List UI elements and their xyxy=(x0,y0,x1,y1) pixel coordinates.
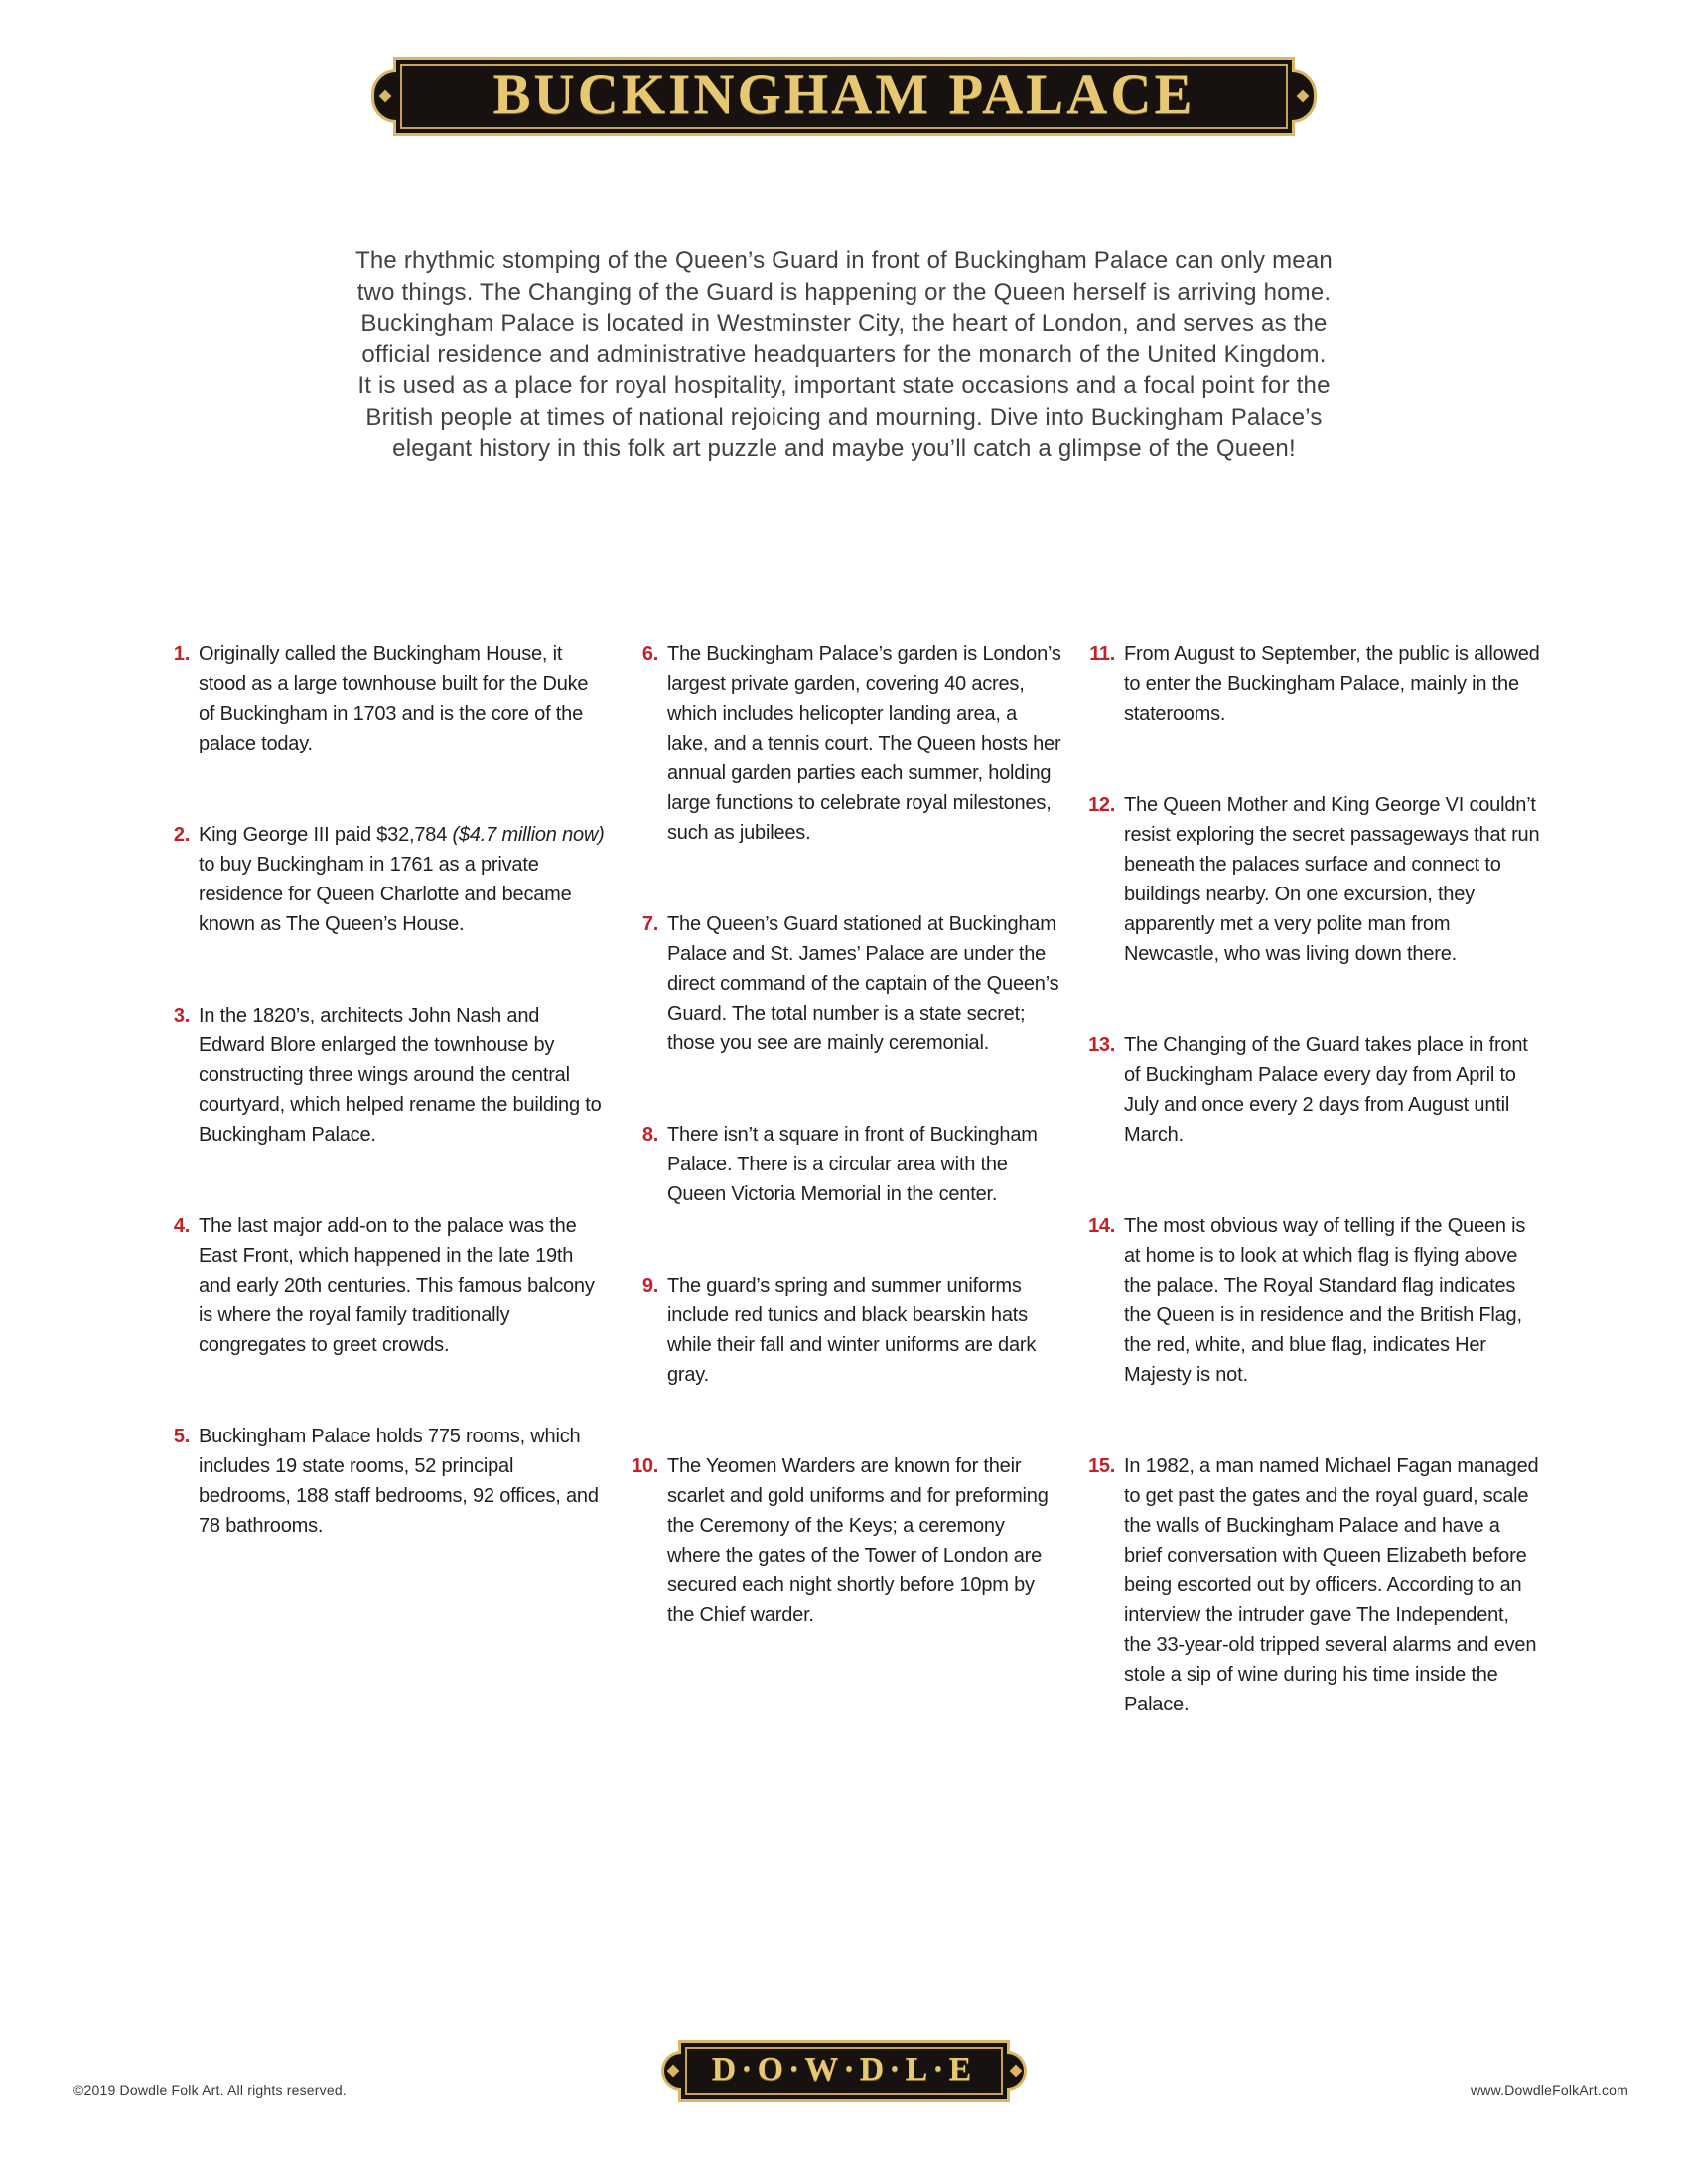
fact-number: 12. xyxy=(1088,794,1115,816)
page-title: BUCKINGHAM PALACE xyxy=(492,63,1196,126)
website-url: www.DowdleFolkArt.com xyxy=(1470,2082,1628,2098)
fact-text: The last major add-on to the palace was the East Front, which happened in the late 19th and early 20th centuries. This famous balcony is where the royal family traditionally congregates to greet crowds. xyxy=(199,1215,595,1356)
fact-number: 14. xyxy=(1088,1215,1115,1237)
fact-text: Buckingham Palace holds 775 rooms, which includes 19 state rooms, 52 principal bedrooms, 188 staff bedrooms, 92 offices, and 78 bathrooms. xyxy=(199,1426,599,1537)
intro-line: elegant history in this folk art puzzle and maybe you’ll catch a glimpse of the Queen! xyxy=(392,435,1296,462)
fact-item-15 xyxy=(1082,1451,1541,1719)
fact-text: The guard’s spring and summer uniforms include red tunics and black bearskin hats while their fall and winter uniforms are dark gray. xyxy=(667,1275,1037,1386)
logo-left-ornament-icon xyxy=(661,2051,681,2091)
fact-text: From August to September, the public is allowed to enter the Buckingham Palace, mainly in the staterooms. xyxy=(1124,643,1540,725)
fact-text: The Buckingham Palace’s garden is London’s largest private garden, covering 40 acres, which includes helicopter landing area, a lake, and a tennis court. The Queen hosts her annual garden parties each summer, holding large functions to celebrate royal milestones, such as jubilees. xyxy=(667,643,1061,844)
fact-item-12 xyxy=(1082,790,1541,969)
fact-number: 9. xyxy=(641,1275,658,1297)
fact-item-5 xyxy=(157,1422,606,1541)
intro-line: It is used as a place for royal hospitality, important state occasions and a focal point for the xyxy=(357,372,1331,399)
title-plaque xyxy=(393,57,1295,136)
fact-number: 11. xyxy=(1089,643,1115,665)
fact-number: 15. xyxy=(1088,1455,1115,1477)
fact-number: 10. xyxy=(632,1455,658,1477)
fact-text-pre: King George III paid $32,784 xyxy=(199,824,453,846)
fact-item-10 xyxy=(626,1451,1062,1630)
facts-column-2 xyxy=(626,639,1062,1781)
intro-line: Buckingham Palace is located in Westminster City, the heart of London, and serves as the xyxy=(360,310,1328,337)
fact-text: The Changing of the Guard takes place in front of Buckingham Palace every day from April to July and once every 2 days from August until March. xyxy=(1124,1034,1528,1146)
dowdle-logo-plaque xyxy=(678,2040,1010,2102)
fact-text: The most obvious way of telling if the Queen is at home is to look at which flag is flying above the palace. The Royal Standard flag indicates the Queen is in residence and the British Flag, the red, white, and blue flag, indicates Her Majesty is not. xyxy=(1124,1215,1526,1386)
fact-item-14 xyxy=(1082,1211,1541,1390)
fact-text: In the 1820’s, architects John Nash and Edward Blore enlarged the townhouse by constructing three wings around the central courtyard, which helped rename the building to Buckingham Palace. xyxy=(199,1005,602,1146)
facts-section xyxy=(157,639,1541,1781)
fact-item-13 xyxy=(1082,1030,1541,1150)
fact-text-post: to buy Buckingham in 1761 as a private residence for Queen Charlotte and became known as The Queen’s House. xyxy=(199,854,572,935)
fact-item-3 xyxy=(157,1001,606,1150)
fact-item-1 xyxy=(157,639,606,758)
intro-line: official residence and administrative headquarters for the monarch of the United Kingdom. xyxy=(361,341,1327,368)
dowdle-logo-text: D·O·W·D·L·E xyxy=(711,2050,977,2088)
copyright-notice: ©2019 Dowdle Folk Art. All rights reserved. xyxy=(73,2082,347,2098)
fact-number: 3. xyxy=(173,1005,190,1026)
fact-text-italic: ($4.7 million now) xyxy=(452,824,605,846)
fact-number: 2. xyxy=(173,824,190,846)
fact-text: The Yeomen Warders are known for their scarlet and gold uniforms and for preforming the Ceremony of the Keys; a ceremony where the gates of the Tower of London are secured each night shortly before 10pm by the Chief warder. xyxy=(667,1455,1049,1626)
fact-number: 4. xyxy=(173,1215,190,1237)
intro-line: two things. The Changing of the Guard is happening or the Queen herself is arriving home. xyxy=(356,278,1332,306)
fact-text: In 1982, a man named Michael Fagan managed to get past the gates and the royal guard, scale the walls of Buckingham Palace and have a brief conversation with Queen Elizabeth before being escorted out by officers. According to an interview the intruder gave The Independent, the 33-year-old tripped several alarms and even stole a sip of wine during his time inside the Palace. xyxy=(1124,1455,1539,1715)
intro-line: The rhythmic stomping of the Queen’s Guard in front of Buckingham Palace can only mean xyxy=(355,247,1333,274)
intro-paragraph xyxy=(0,245,1688,465)
fact-item-2 xyxy=(157,820,606,939)
fact-item-11 xyxy=(1082,639,1541,729)
fact-text: The Queen Mother and King George VI couldn’t resist exploring the secret passageways that run beneath the palaces surface and connect to buildings nearby. On one excursion, they apparently met a very polite man from Newcastle, who was living down there. xyxy=(1124,794,1540,965)
facts-column-3 xyxy=(1082,639,1541,1781)
fact-item-4 xyxy=(157,1211,606,1360)
plaque-right-ornament-icon xyxy=(1292,69,1317,123)
fact-number: 6. xyxy=(641,643,658,665)
logo-right-ornament-icon xyxy=(1007,2051,1027,2091)
fact-text xyxy=(199,820,606,939)
fact-text: The Queen’s Guard stationed at Buckingham Palace and St. James’ Palace are under the direct command of the captain of the Queen’s Guard. The total number is a state secret; those you see are mainly ceremonial. xyxy=(667,913,1059,1054)
fact-text: Originally called the Buckingham House, it stood as a large townhouse built for the Duke of Buckingham in 1703 and is the core of the palace today. xyxy=(199,643,589,754)
fact-number: 8. xyxy=(641,1124,658,1146)
fact-item-9 xyxy=(626,1271,1062,1390)
facts-column-1 xyxy=(157,639,606,1781)
fact-number: 7. xyxy=(641,913,658,935)
fact-item-8 xyxy=(626,1120,1062,1209)
fact-number: 13. xyxy=(1088,1034,1115,1056)
fact-item-6 xyxy=(626,639,1062,848)
intro-line: British people at times of national rejoicing and mourning. Dive into Buckingham Palace’s xyxy=(365,403,1323,431)
fact-number: 5. xyxy=(173,1426,190,1447)
fact-text: There isn’t a square in front of Buckingham Palace. There is a circular area with the Queen Victoria Memorial in the center. xyxy=(667,1124,1038,1205)
plaque-left-ornament-icon xyxy=(371,69,396,123)
fact-item-7 xyxy=(626,909,1062,1058)
fact-number: 1. xyxy=(173,643,190,665)
